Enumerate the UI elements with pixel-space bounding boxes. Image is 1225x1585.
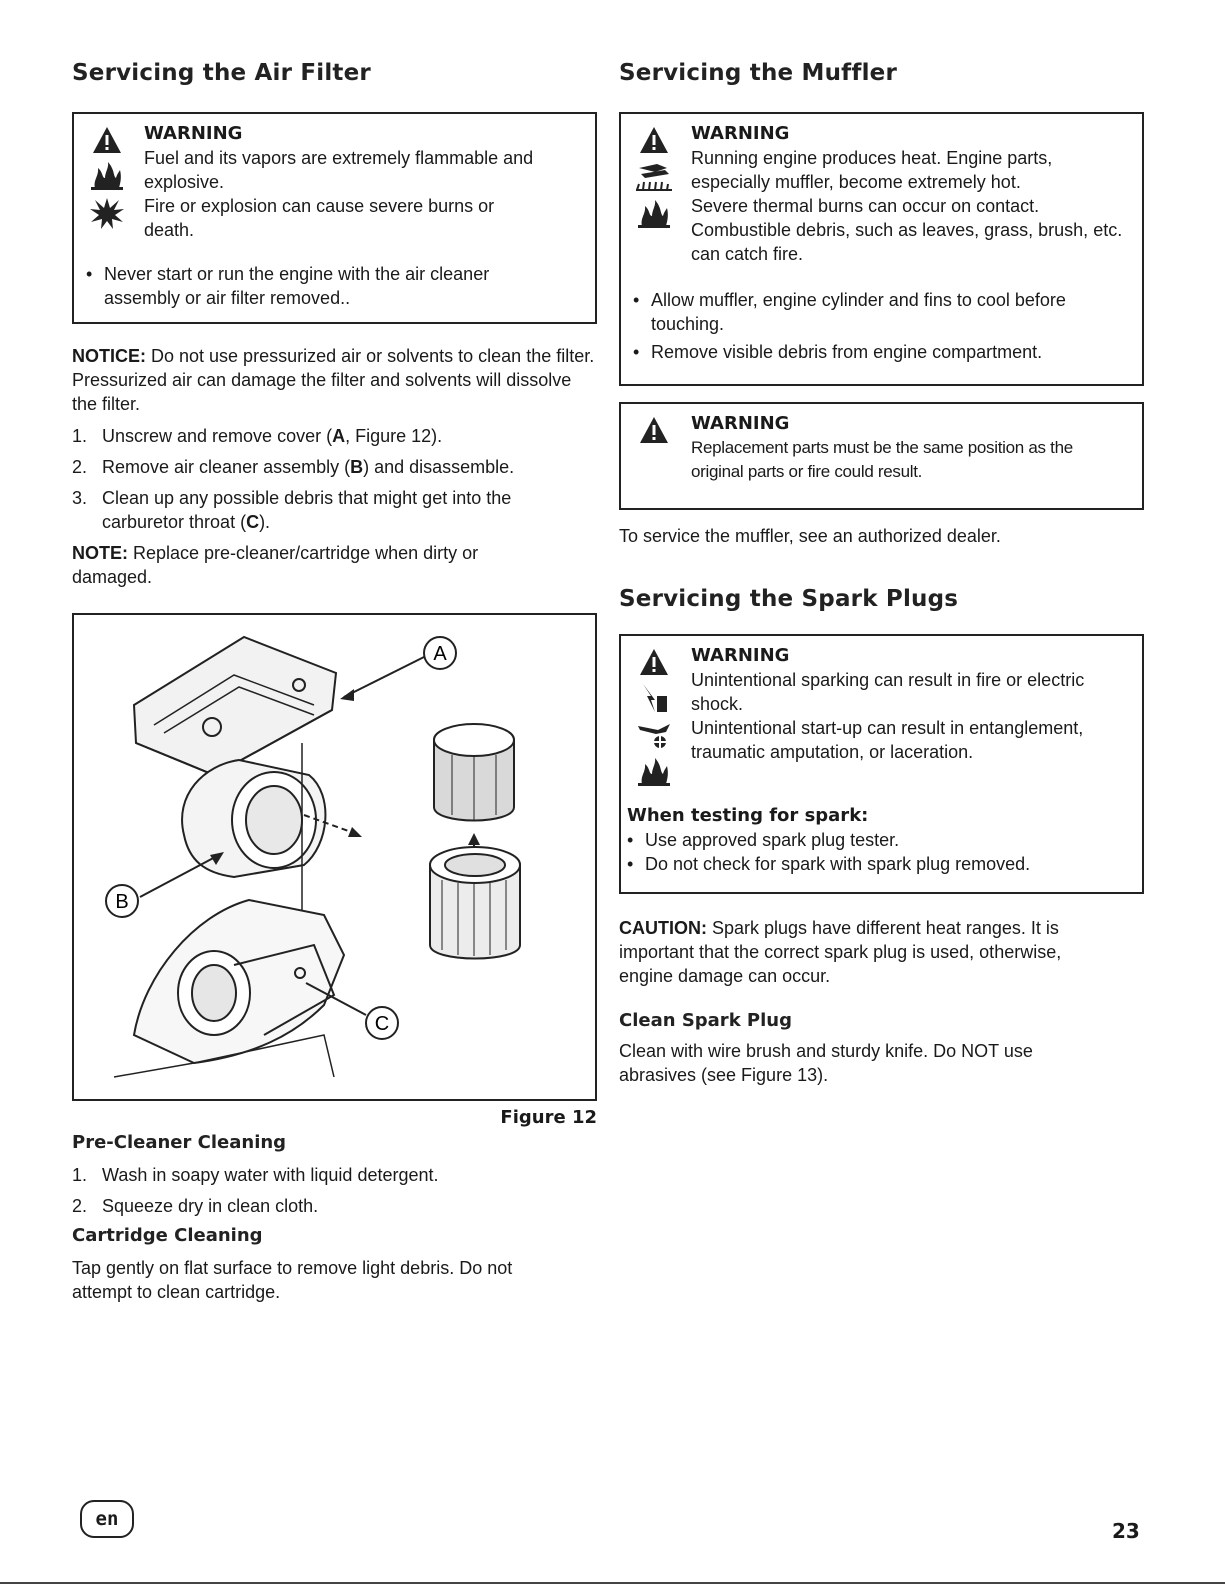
explosion-icon xyxy=(89,196,125,230)
figure-caption: Figure 12 xyxy=(500,1107,597,1128)
spark-plugs-title: Servicing the Spark Plugs xyxy=(619,586,959,612)
warning-triangle-icon xyxy=(92,126,122,154)
cartridge-part xyxy=(430,847,520,959)
caution-label: CAUTION: xyxy=(619,918,707,938)
muffler-title: Servicing the Muffler xyxy=(619,60,898,86)
warning-bullets xyxy=(627,288,1132,364)
muffler-warning-box xyxy=(619,112,1144,386)
warning-icons xyxy=(631,648,677,786)
warning-icons xyxy=(84,126,130,230)
warning-line: Unintentional sparking can result in fire or electric shock. xyxy=(691,670,1085,714)
testing-bullets xyxy=(621,828,1132,876)
warning-text: Replacement parts must be the same position as the original parts or fire could result. xyxy=(691,438,1073,481)
step-item: 1. Wash in soapy water with liquid detergent. xyxy=(72,1165,439,1185)
warning-body xyxy=(691,404,1142,484)
flammable-icon xyxy=(89,160,125,190)
warning-triangle-icon xyxy=(639,416,669,444)
note-text: Replace pre-cleaner/cartridge when dirty or damaged. xyxy=(72,543,479,587)
testing-label: When testing for spark: xyxy=(627,805,869,826)
step-item: 3. Clean up any possible debris that might get into the carburetor throat (C). xyxy=(72,488,512,532)
hot-surface-icon xyxy=(635,160,673,192)
testing-bullet: • Do not check for spark with spark plug removed. xyxy=(621,852,1132,876)
filter-assembly xyxy=(182,760,325,877)
figure-12 xyxy=(72,613,597,1101)
notice-label: NOTICE: xyxy=(72,346,146,366)
muffler-service-text: To service the muffler, see an authorized dealer. xyxy=(619,526,1001,546)
warning-line: Combustible debris, such as leaves, grass, brush, etc. can catch fire. xyxy=(691,220,1123,264)
warning-triangle-icon xyxy=(639,126,669,154)
air-filter-illustration xyxy=(74,615,595,1099)
flammable-icon xyxy=(636,198,672,228)
electric-shock-icon xyxy=(639,682,669,714)
replacement-warning-box xyxy=(619,402,1144,510)
entanglement-icon xyxy=(636,720,672,750)
pre-cleaner-title: Pre-Cleaner Cleaning xyxy=(72,1132,287,1153)
caution-paragraph xyxy=(619,916,1109,988)
svg-text:A: A xyxy=(433,643,447,665)
flammable-icon xyxy=(636,756,672,786)
warning-icons xyxy=(631,416,677,444)
air-filter-steps xyxy=(72,424,597,534)
warning-line: Severe thermal burns can occur on contact. xyxy=(691,196,1040,216)
warning-title: WARNING xyxy=(144,123,243,144)
clean-plug-title: Clean Spark Plug xyxy=(619,1010,792,1031)
warning-line: Fuel and its vapors are extremely flammable and explosive. xyxy=(144,148,534,192)
language-badge: en xyxy=(80,1500,134,1538)
warning-body xyxy=(691,636,1142,764)
warning-body xyxy=(691,114,1142,266)
cover-part xyxy=(134,637,336,775)
warning-triangle-icon xyxy=(639,648,669,676)
note-paragraph xyxy=(72,541,522,589)
warning-body xyxy=(144,114,595,242)
warning-bullet: • Never start or run the engine with the air cleaner assembly or air filter removed.. xyxy=(80,262,534,310)
warning-line: Fire or explosion can cause severe burns or death. xyxy=(144,196,495,240)
pre-cleaner-part xyxy=(434,724,514,821)
svg-text:B: B xyxy=(115,891,129,913)
base-housing xyxy=(114,900,344,1077)
svg-text:C: C xyxy=(374,1013,390,1035)
warning-bullet: • Allow muffler, engine cylinder and fins to cool before touching. xyxy=(627,288,1121,336)
left-column xyxy=(72,60,597,1304)
air-filter-title: Servicing the Air Filter xyxy=(72,60,371,86)
warning-title: WARNING xyxy=(691,645,790,666)
warning-title: WARNING xyxy=(691,123,790,144)
warning-line: Unintentional start-up can result in entanglement, traumatic amputation, or laceration. xyxy=(691,718,1084,762)
pre-cleaner-steps xyxy=(72,1163,597,1218)
cartridge-title: Cartridge Cleaning xyxy=(72,1225,263,1246)
notice-paragraph xyxy=(72,344,597,416)
warning-bullets xyxy=(80,262,585,310)
bottom-rule xyxy=(0,1582,1225,1584)
testing-bullet: • Use approved spark plug tester. xyxy=(621,828,1132,852)
step-item: 1. Unscrew and remove cover (A, Figure 12). xyxy=(72,426,443,446)
page-number: 23 xyxy=(1112,1519,1140,1543)
step-item: 2. Remove air cleaner assembly (B) and disassemble. xyxy=(72,457,515,477)
note-label: NOTE: xyxy=(72,543,128,563)
right-column xyxy=(619,60,1144,1087)
warning-line: Running engine produces heat. Engine parts, especially muffler, become extremely hot. xyxy=(691,148,1053,192)
warning-title: WARNING xyxy=(691,413,790,434)
warning-bullet: • Remove visible debris from engine compartment. xyxy=(627,340,1132,364)
warning-icons xyxy=(631,126,677,228)
caution-text: Spark plugs have different heat ranges. It is important that the correct spark plug is used, otherwise, engine damage can occur. xyxy=(619,918,1062,986)
step-item: 2. Squeeze dry in clean cloth. xyxy=(72,1196,319,1216)
cartridge-text: Tap gently on flat surface to remove light debris. Do not attempt to clean cartridge. xyxy=(72,1258,513,1302)
notice-text: Do not use pressurized air or solvents to clean the filter. Pressurized air can damage the filter and solvents will dissolve the filter. xyxy=(72,346,595,414)
spark-warning-box xyxy=(619,634,1144,894)
clean-plug-text: Clean with wire brush and sturdy knife. Do NOT use abrasives (see Figure 13). xyxy=(619,1041,1033,1085)
air-filter-warning-box xyxy=(72,112,597,324)
